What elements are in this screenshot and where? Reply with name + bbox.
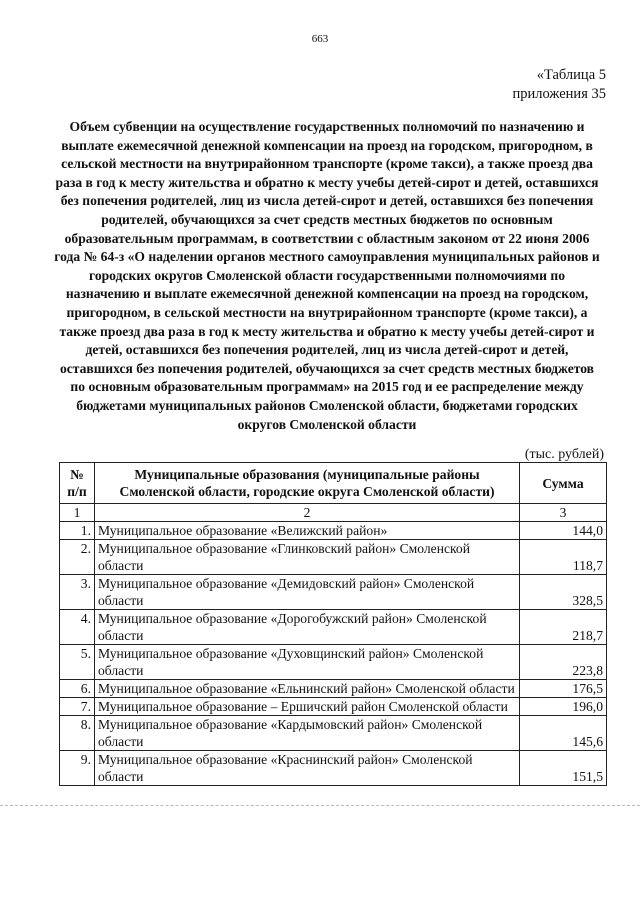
appendix-table-label: «Таблица 5 — [536, 67, 606, 83]
table-row — [60, 698, 607, 716]
table-row — [60, 751, 607, 786]
header-municipality: Муниципальные образования (муниципальные районы Смоленской области, городские округа Смоленской области) — [95, 463, 520, 504]
row-number: 9. — [60, 751, 95, 786]
table-row — [60, 610, 607, 645]
row-number: 7. — [60, 698, 95, 716]
header-sum: Сумма — [520, 463, 607, 504]
row-sum: 144,0 — [520, 522, 607, 540]
scan-artifact-line — [0, 805, 640, 806]
header-number: № п/п — [60, 463, 95, 504]
row-sum: 118,7 — [520, 540, 607, 575]
index-cell-1: 1 — [60, 504, 95, 522]
row-municipality: Муниципальное образование – Ершичский район Смоленской области — [95, 698, 520, 716]
row-municipality: Муниципальное образование «Краснинский район» Смоленской области — [95, 751, 520, 786]
row-sum: 218,7 — [520, 610, 607, 645]
table-row — [60, 645, 607, 680]
row-municipality: Муниципальное образование «Ельнинский район» Смоленской области — [95, 680, 520, 698]
row-municipality: Муниципальное образование «Глинковский район» Смоленской области — [95, 540, 520, 575]
row-sum: 223,8 — [520, 645, 607, 680]
row-number: 8. — [60, 716, 95, 751]
row-sum: 145,6 — [520, 716, 607, 751]
table-row — [60, 540, 607, 575]
row-sum: 151,5 — [520, 751, 607, 786]
row-number: 2. — [60, 540, 95, 575]
row-number: 4. — [60, 610, 95, 645]
index-cell-3: 3 — [520, 504, 607, 522]
row-number: 5. — [60, 645, 95, 680]
document-title: Объем субвенции на осуществление государственных полномочий по назначению и выплате ежемесячной денежной компенсации на проезд на городском, пригородном, в сельской местности на внутрирайонном транспорте (кроме такси), а также проезд два раза в год к месту жительства и обратно к месту учебы детей-сирот и детей, оставшихся без попечения родителей, лиц из числа детей-сирот и детей, оставшихся без попечения родителей, обучающихся за счет средств местных бюджетов по основным образовательным программам, в соответствии с областным законом от 22 июня 2006 года № 64-з «О наделении органов местного самоуправления муниципальных районов и городских округов Смоленской области государственными полномочиями по назначению и выплате ежемесячной денежной компенсации на проезд на городском, пригородном, в сельской местности на внутрирайонном транспорте (кроме такси), а также проезд два раза в год к месту жительства и обратно к месту учебы детей-сирот и детей, оставшихся без попечения родителей, лиц из числа детей-сирот и детей, оставшихся без попечения родителей, обучающихся за счет средств местных бюджетов по основным образовательным программам» на 2015 год и ее распределение между бюджетами муниципальных районов Смоленской области, бюджетами городских округов Смоленской области — [54, 119, 600, 432]
table-row — [60, 716, 607, 751]
index-cell-2: 2 — [95, 504, 520, 522]
subvention-table — [59, 462, 607, 786]
row-sum: 328,5 — [520, 575, 607, 610]
table-row — [60, 575, 607, 610]
table-index-row — [60, 504, 607, 522]
row-sum: 196,0 — [520, 698, 607, 716]
table-row — [60, 522, 607, 540]
page-number: 663 — [311, 33, 329, 45]
row-number: 6. — [60, 680, 95, 698]
row-number: 1. — [60, 522, 95, 540]
row-number: 3. — [60, 575, 95, 610]
appendix-annex-label: приложения 35 — [512, 86, 606, 102]
row-municipality: Муниципальное образование «Демидовский район» Смоленской области — [95, 575, 520, 610]
row-municipality: Муниципальное образование «Велижский район» — [95, 522, 520, 540]
row-sum: 176,5 — [520, 680, 607, 698]
table-row — [60, 680, 607, 698]
row-municipality: Муниципальное образование «Кардымовский район» Смоленской области — [95, 716, 520, 751]
appendix-reference — [513, 66, 606, 104]
units-label: (тыс. рублей) — [524, 447, 604, 462]
table-header-row — [60, 463, 607, 504]
row-municipality: Муниципальное образование «Духовщинский район» Смоленской области — [95, 645, 520, 680]
row-municipality: Муниципальное образование «Дорогобужский район» Смоленской области — [95, 610, 520, 645]
